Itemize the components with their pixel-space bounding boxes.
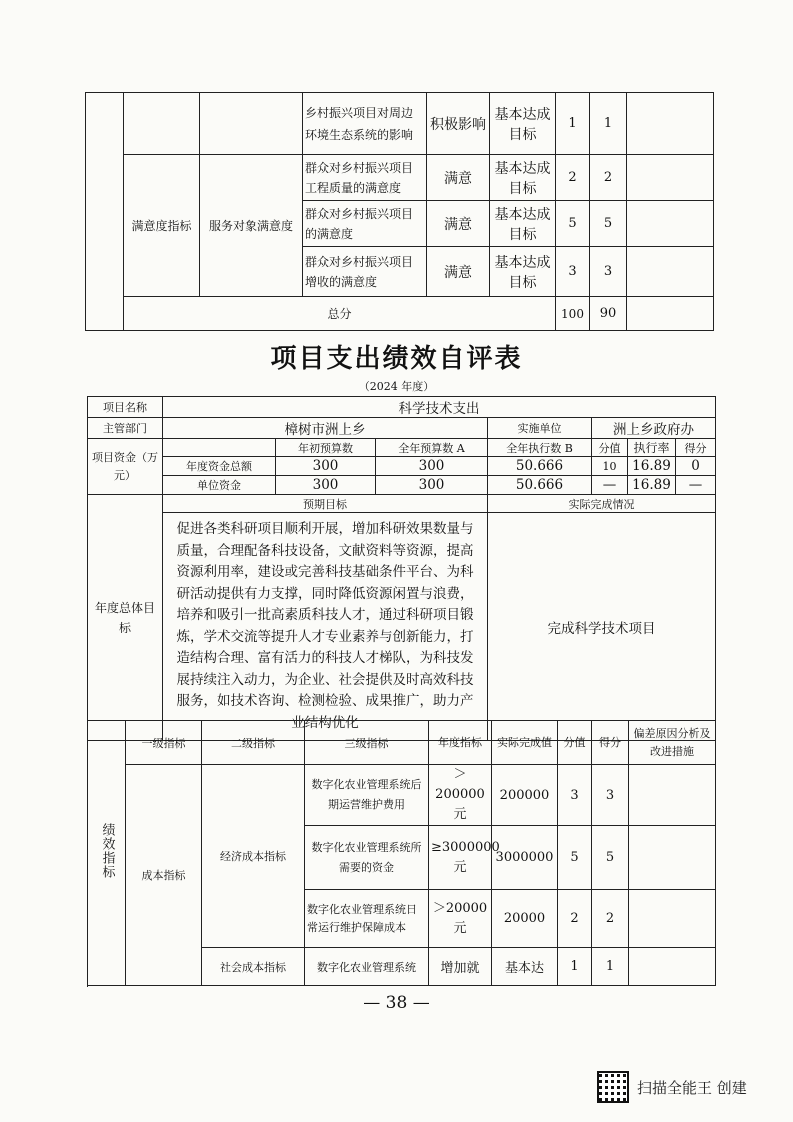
- indicator-cell: 数字化农业管理系统后期运营维护费用: [305, 765, 429, 826]
- actual-text: 完成科学技术项目: [488, 513, 716, 741]
- level2-cell: 服务对象满意度: [200, 155, 303, 297]
- expected-text: 促进各类科研项目顺利开展，增加科研效果数量与质量，合理配备科技设备，文献资料等资源，提高资源利用率，建设或完善科技基础条件平台、为科研活动提供有力支撑，同时降低资源闲置与浪费，培养和吸引一批高素质科技人才，通过科研项目锻炼，学术交流等提升人才专业素养与创新能力，打造结构合理、富有活力的科技人才梯队，为科技发展持续注入动力，为企业、社会提供及时高效科技服务，如技术咨询、检测检验、成果推广，助力产业结构优化: [163, 513, 488, 741]
- indicator-cell: 群众对乡村振兴项目的满意度: [303, 201, 427, 247]
- total-row-label: 年度资金总额: [163, 457, 276, 476]
- total-got: 90: [590, 297, 627, 331]
- goals-label: 年度总体目标: [88, 495, 163, 741]
- unit-score: —: [592, 476, 628, 495]
- econ-label: 经济成本指标: [202, 765, 305, 948]
- actual-cell: 基本达成目标: [490, 247, 556, 297]
- got-cell: 5: [590, 201, 627, 247]
- impl-label: 实施单位: [488, 418, 592, 439]
- expected-header: 预期目标: [163, 495, 488, 513]
- indicator-cell: 群众对乡村振兴项目工程质量的满意度: [303, 155, 427, 201]
- target-cell: 满意: [427, 201, 490, 247]
- target-cell: 满意: [427, 155, 490, 201]
- target-cell: ＞200000元: [429, 765, 492, 826]
- indicator-cell: 数字化农业管理系统所需要的资金: [305, 826, 429, 890]
- note-cell: [627, 93, 714, 155]
- got-cell: 2: [590, 155, 627, 201]
- section-title: 项目支出绩效自评表: [270, 344, 523, 374]
- project-info-table: [87, 396, 716, 741]
- table-row: [88, 513, 716, 741]
- note-cell: [627, 201, 714, 247]
- table-row: [88, 457, 716, 476]
- actual-cell: 基本达成目标: [490, 93, 556, 155]
- header-row: [88, 721, 716, 765]
- total-score: 100: [556, 297, 590, 331]
- score-cell: 3: [558, 765, 592, 826]
- got-cell: 5: [592, 826, 629, 890]
- header-note: 偏差原因分析及改进措施: [629, 721, 716, 765]
- actual-cell: 基本达: [492, 948, 558, 986]
- actual-cell: 3000000: [492, 826, 558, 890]
- dept-label: 主管部门: [88, 418, 163, 439]
- header-level1: 一级指标: [126, 721, 202, 765]
- note-cell: [627, 155, 714, 201]
- performance-table: [87, 720, 716, 986]
- col-initial: 年初预算数: [276, 439, 376, 457]
- section-year: （2024 年度）: [358, 380, 435, 393]
- level2-cell: [200, 93, 303, 155]
- score-cell: 3: [556, 247, 590, 297]
- header-level2: 二级指标: [202, 721, 305, 765]
- note-cell: [629, 765, 716, 826]
- note-cell: [629, 948, 716, 986]
- blank-cell: [627, 297, 714, 331]
- unit-exec: 50.666: [488, 476, 592, 495]
- actual-cell: 20000: [492, 890, 558, 948]
- scanner-watermark: [597, 1071, 747, 1103]
- table-row: [86, 155, 714, 201]
- table-row: [88, 397, 716, 418]
- total-exec: 50.666: [488, 457, 592, 476]
- target-cell: ＞20000元: [429, 890, 492, 948]
- unit-row-label: 单位资金: [163, 476, 276, 495]
- project-name-label: 项目名称: [88, 397, 163, 418]
- actual-header: 实际完成情况: [488, 495, 716, 513]
- note-cell: [627, 247, 714, 297]
- target-cell: ≥3000000元: [429, 826, 492, 890]
- total-score: 10: [592, 457, 628, 476]
- qr-code-icon: [597, 1071, 629, 1103]
- impl: 洲上乡政府办: [592, 418, 716, 439]
- got-cell: 3: [592, 765, 629, 826]
- perf-label-text: 绩效指标: [99, 822, 115, 879]
- watermark-text: 扫描全能王 创建: [637, 1078, 747, 1097]
- blank-cell: [86, 93, 124, 331]
- target-cell: 满意: [427, 247, 490, 297]
- col-full: 全年预算数 A: [376, 439, 488, 457]
- total-label: 总分: [124, 297, 556, 331]
- page-number: — 38 —: [363, 993, 430, 1013]
- perf-label: [88, 721, 126, 986]
- total-row: [86, 297, 714, 331]
- actual-cell: 基本达成目标: [490, 201, 556, 247]
- indicator-cell: 数字化农业管理系统: [305, 948, 429, 986]
- level1-cell: [124, 93, 200, 155]
- header-got: 得分: [592, 721, 629, 765]
- note-cell: [629, 890, 716, 948]
- header-actual: 实际完成值: [492, 721, 558, 765]
- got-cell: 1: [592, 948, 629, 986]
- funds-label: 项目资金（万元）: [88, 439, 163, 495]
- dept: 樟树市洲上乡: [163, 418, 488, 439]
- total-initial: 300: [276, 457, 376, 476]
- table-row: [88, 439, 716, 457]
- actual-cell: 基本达成目标: [490, 155, 556, 201]
- unit-full: 300: [376, 476, 488, 495]
- table-row: [88, 476, 716, 495]
- indicator-cell: 乡村振兴项目对周边环境生态系统的影响: [303, 93, 427, 155]
- indicator-cell: 群众对乡村振兴项目增收的满意度: [303, 247, 427, 297]
- header-level3: 三级指标: [305, 721, 429, 765]
- target-cell: 增加就: [429, 948, 492, 986]
- score-cell: 1: [556, 93, 590, 155]
- total-got: 0: [676, 457, 716, 476]
- score-cell: 5: [558, 826, 592, 890]
- target-cell: 积极影响: [427, 93, 490, 155]
- blank-cell: [163, 439, 276, 457]
- table-row: [86, 93, 714, 155]
- unit-initial: 300: [276, 476, 376, 495]
- header-target: 年度指标: [429, 721, 492, 765]
- col-score: 分值: [592, 439, 628, 457]
- level1-cell: 满意度指标: [124, 155, 200, 297]
- unit-got: —: [676, 476, 716, 495]
- col-got: 得分: [676, 439, 716, 457]
- col-rate: 执行率: [628, 439, 676, 457]
- got-cell: 2: [592, 890, 629, 948]
- unit-rate: 16.89: [628, 476, 676, 495]
- cost-label: 成本指标: [126, 765, 202, 986]
- top-performance-table: [85, 92, 714, 331]
- col-exec: 全年执行数 B: [488, 439, 592, 457]
- note-cell: [629, 826, 716, 890]
- total-full: 300: [376, 457, 488, 476]
- actual-cell: 200000: [492, 765, 558, 826]
- table-row: [88, 495, 716, 513]
- score-cell: 5: [556, 201, 590, 247]
- total-rate: 16.89: [628, 457, 676, 476]
- score-cell: 1: [558, 948, 592, 986]
- table-row: [88, 418, 716, 439]
- got-cell: 1: [590, 93, 627, 155]
- table-row: [88, 765, 716, 826]
- indicator-cell: 数字化农业管理系统日常运行维护保障成本: [305, 890, 429, 948]
- social-label: 社会成本指标: [202, 948, 305, 986]
- got-cell: 3: [590, 247, 627, 297]
- header-score: 分值: [558, 721, 592, 765]
- score-cell: 2: [558, 890, 592, 948]
- score-cell: 2: [556, 155, 590, 201]
- project-name: 科学技术支出: [163, 397, 716, 418]
